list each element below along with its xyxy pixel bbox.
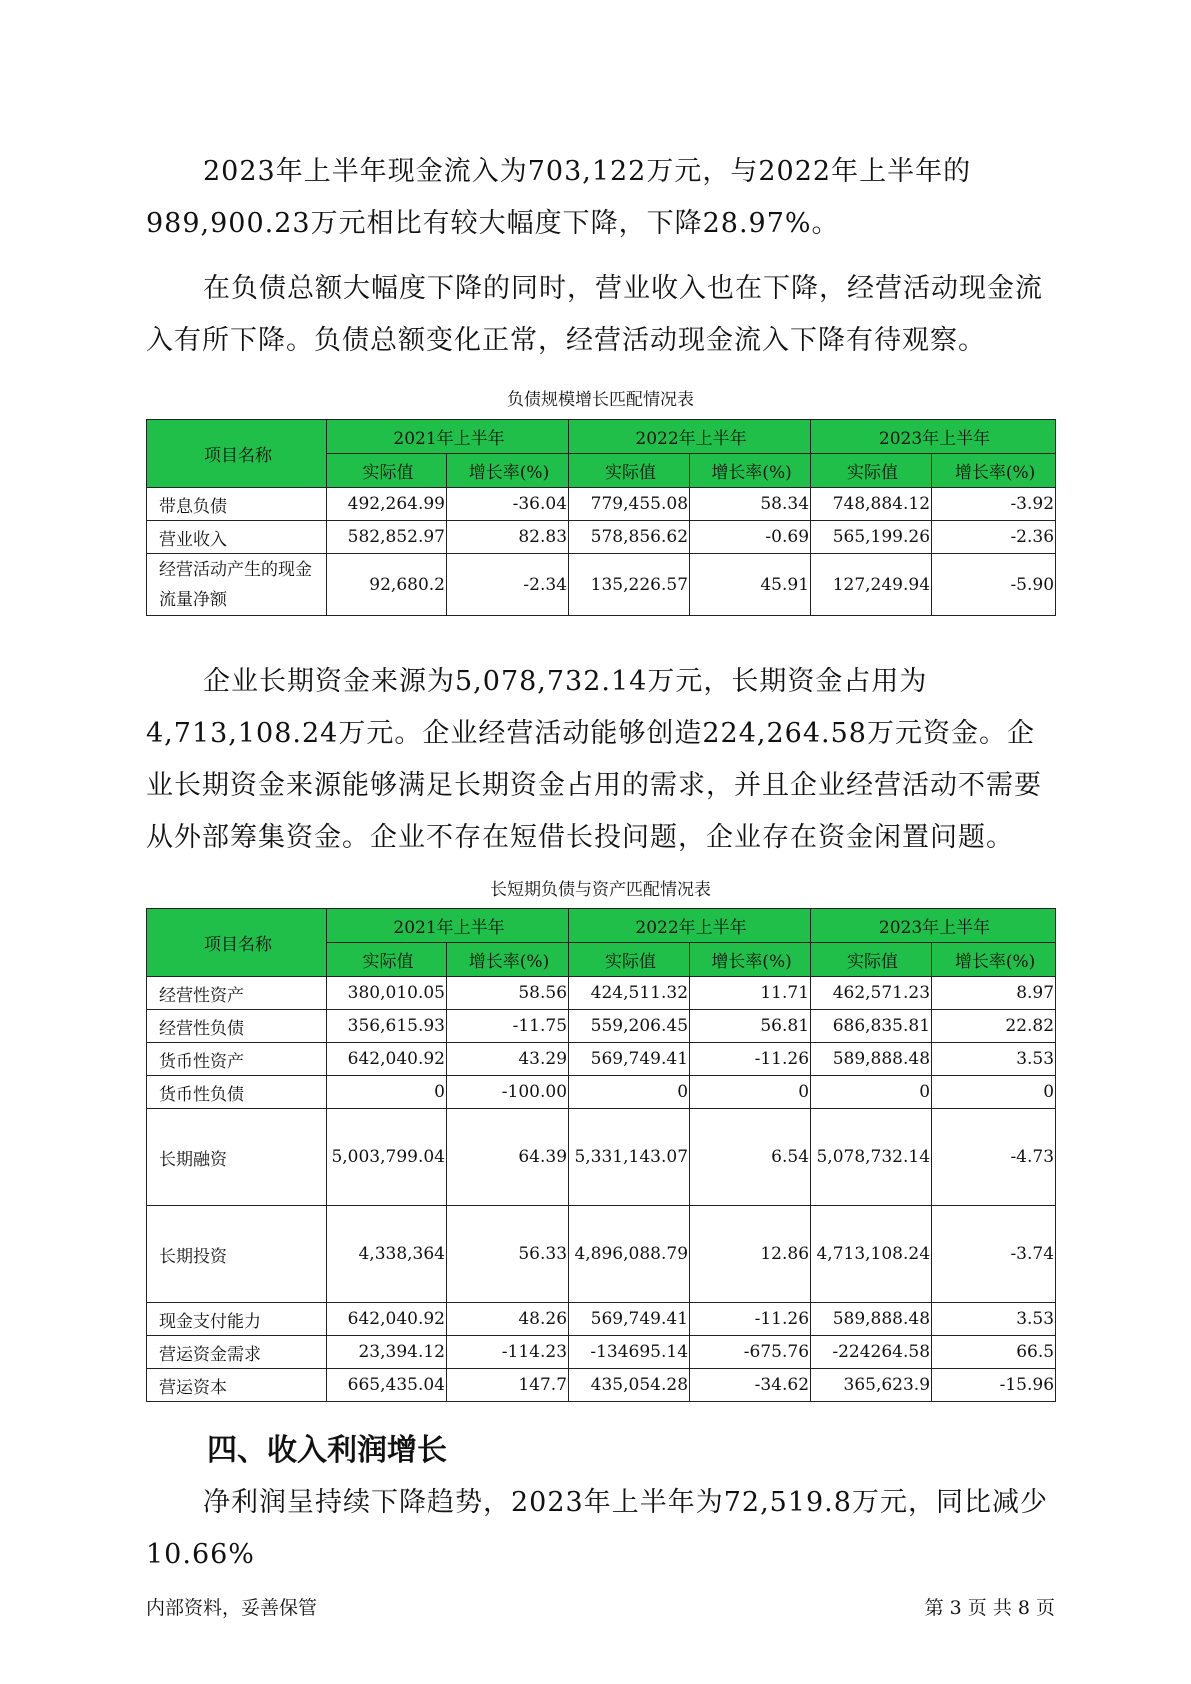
paragraph-long-term-funds: 企业长期资金来源为5,078,732.14万元，长期资金占用为4,713,108.24万元。企业经营活动能够创造224,264.58万元资金。企业长期资金来源能够满足长期资金占用的需求，并且企业经营活动不需要从外部筹集资金。企业不存在短借长投问题，企业存在资金闲置问题。 [146,666,1042,853]
cell-value: 0 [690,1076,811,1109]
cell-value: 58.56 [447,977,569,1010]
cell-value: 64.39 [447,1109,569,1206]
cell-value: -675.76 [690,1336,811,1369]
cell-value: -114.23 [447,1336,569,1369]
cell-value: -0.69 [690,521,811,554]
cell-value: -2.34 [447,554,569,616]
cell-value: 48.26 [447,1303,569,1336]
header-item-name: 项目名称 [147,909,327,977]
cell-value: 56.33 [447,1206,569,1303]
header-actual: 实际值 [811,454,932,488]
header-actual: 实际值 [811,943,932,977]
cell-value: 0 [569,1076,690,1109]
cell-value: 665,435.04 [327,1369,447,1402]
row-label: 货币性资产 [147,1043,327,1076]
cell-value: 779,455.08 [569,488,690,521]
cell-value: 4,338,364 [327,1206,447,1303]
header-actual: 实际值 [327,454,447,488]
cell-value: 58.34 [690,488,811,521]
cell-value: 82.83 [447,521,569,554]
cell-value: 66.5 [932,1336,1056,1369]
header-growth: 增长率(%) [690,454,811,488]
table-row [147,977,1056,1010]
row-label: 带息负债 [147,488,327,521]
cell-value: 23,394.12 [327,1336,447,1369]
header-period: 2023年上半年 [811,909,1056,943]
row-label: 现金支付能力 [147,1303,327,1336]
cell-value: -134695.14 [569,1336,690,1369]
row-label: 营运资金需求 [147,1336,327,1369]
cell-value: 3.53 [932,1043,1056,1076]
row-label: 长期融资 [147,1109,327,1206]
paragraph-debt-analysis: 在负债总额大幅度下降的同时，营业收入也在下降，经营活动现金流入有所下降。负债总额变化正常，经营活动现金流入下降有待观察。 [146,273,1043,356]
cell-value: -15.96 [932,1369,1056,1402]
cell-value: 565,199.26 [811,521,932,554]
cell-value: 435,054.28 [569,1369,690,1402]
header-growth: 增长率(%) [932,943,1056,977]
cell-value: 12.86 [690,1206,811,1303]
cell-value: 5,331,143.07 [569,1109,690,1206]
paragraph-net-profit: 净利润呈持续下降趋势，2023年上半年为72,519.8万元，同比减少10.66% [146,1487,1048,1570]
cell-value: -5.90 [932,554,1056,616]
table2-caption: 长短期负债与资产匹配情况表 [490,880,711,900]
cell-value: -3.74 [932,1206,1056,1303]
cell-value: 380,010.05 [327,977,447,1010]
cell-value: 589,888.48 [811,1043,932,1076]
table-row [147,1336,1056,1369]
cell-value: 589,888.48 [811,1303,932,1336]
cell-value: 462,571.23 [811,977,932,1010]
cell-value: 127,249.94 [811,554,932,616]
table-row [147,488,1056,521]
header-growth: 增长率(%) [690,943,811,977]
cell-value: 569,749.41 [569,1043,690,1076]
cell-value: 748,884.12 [811,488,932,521]
header-actual: 实际值 [569,943,690,977]
header-growth: 增长率(%) [932,454,1056,488]
table1-caption: 负债规模增长匹配情况表 [507,390,694,410]
row-label: 经营性资产 [147,977,327,1010]
row-label: 经营活动产生的现金流量净额 [147,554,327,616]
cell-value: 424,511.32 [569,977,690,1010]
cell-value: 569,749.41 [569,1303,690,1336]
cell-value: 45.91 [690,554,811,616]
row-label: 货币性负债 [147,1076,327,1109]
cell-value: 5,003,799.04 [327,1109,447,1206]
cell-value: 147.7 [447,1369,569,1402]
cell-value: 92,680.2 [327,554,447,616]
table-row [147,1076,1056,1109]
cell-value: 5,078,732.14 [811,1109,932,1206]
cell-value: -224264.58 [811,1336,932,1369]
cell-value: 492,264.99 [327,488,447,521]
debt-scale-table [146,419,1056,616]
debt-asset-match-table [146,908,1056,1402]
cell-value: 8.97 [932,977,1056,1010]
row-label: 经营性负债 [147,1010,327,1043]
cell-value: 642,040.92 [327,1303,447,1336]
cell-value: 11.71 [690,977,811,1010]
cell-value: 4,713,108.24 [811,1206,932,1303]
cell-value: -34.62 [690,1369,811,1402]
cell-value: 582,852.97 [327,521,447,554]
cell-value: 22.82 [932,1010,1056,1043]
table-row [147,554,1056,616]
header-period: 2021年上半年 [327,420,569,454]
header-period: 2023年上半年 [811,420,1056,454]
cell-value: 686,835.81 [811,1010,932,1043]
cell-value: 356,615.93 [327,1010,447,1043]
cell-value: -100.00 [447,1076,569,1109]
footer-confidential: 内部资料，妥善保管 [146,1597,318,1619]
cell-value: 642,040.92 [327,1043,447,1076]
header-actual: 实际值 [569,454,690,488]
header-item-name: 项目名称 [147,420,327,488]
cell-value: 0 [327,1076,447,1109]
row-label: 长期投资 [147,1206,327,1303]
cell-value: 4,896,088.79 [569,1206,690,1303]
table-row [147,1206,1056,1303]
header-actual: 实际值 [327,943,447,977]
cell-value: -3.92 [932,488,1056,521]
cell-value: 135,226.57 [569,554,690,616]
cell-value: -11.26 [690,1043,811,1076]
footer-page-number: 第 3 页 共 8 页 [924,1597,1055,1619]
table-row [147,521,1056,554]
table-row [147,1010,1056,1043]
cell-value: -2.36 [932,521,1056,554]
cell-value: 578,856.62 [569,521,690,554]
table-row [147,1303,1056,1336]
cell-value: -11.26 [690,1303,811,1336]
cell-value: -36.04 [447,488,569,521]
cell-value: 365,623.9 [811,1369,932,1402]
section-heading: 四、收入利润增长 [207,1433,447,1468]
cell-value: 559,206.45 [569,1010,690,1043]
cell-value: 0 [932,1076,1056,1109]
cell-value: 3.53 [932,1303,1056,1336]
paragraph-cash-inflow: 2023年上半年现金流入为703,122万元，与2022年上半年的989,900.23万元相比有较大幅度下降，下降28.97%。 [146,156,972,239]
table-row [147,1369,1056,1402]
table-row [147,1043,1056,1076]
row-label: 营业收入 [147,521,327,554]
cell-value: 43.29 [447,1043,569,1076]
header-period: 2022年上半年 [569,909,811,943]
row-label: 营运资本 [147,1369,327,1402]
cell-value: -11.75 [447,1010,569,1043]
cell-value: 0 [811,1076,932,1109]
header-growth: 增长率(%) [447,454,569,488]
cell-value: 56.81 [690,1010,811,1043]
cell-value: 6.54 [690,1109,811,1206]
header-period: 2022年上半年 [569,420,811,454]
header-period: 2021年上半年 [327,909,569,943]
cell-value: -4.73 [932,1109,1056,1206]
table-row [147,1109,1056,1206]
header-growth: 增长率(%) [447,943,569,977]
